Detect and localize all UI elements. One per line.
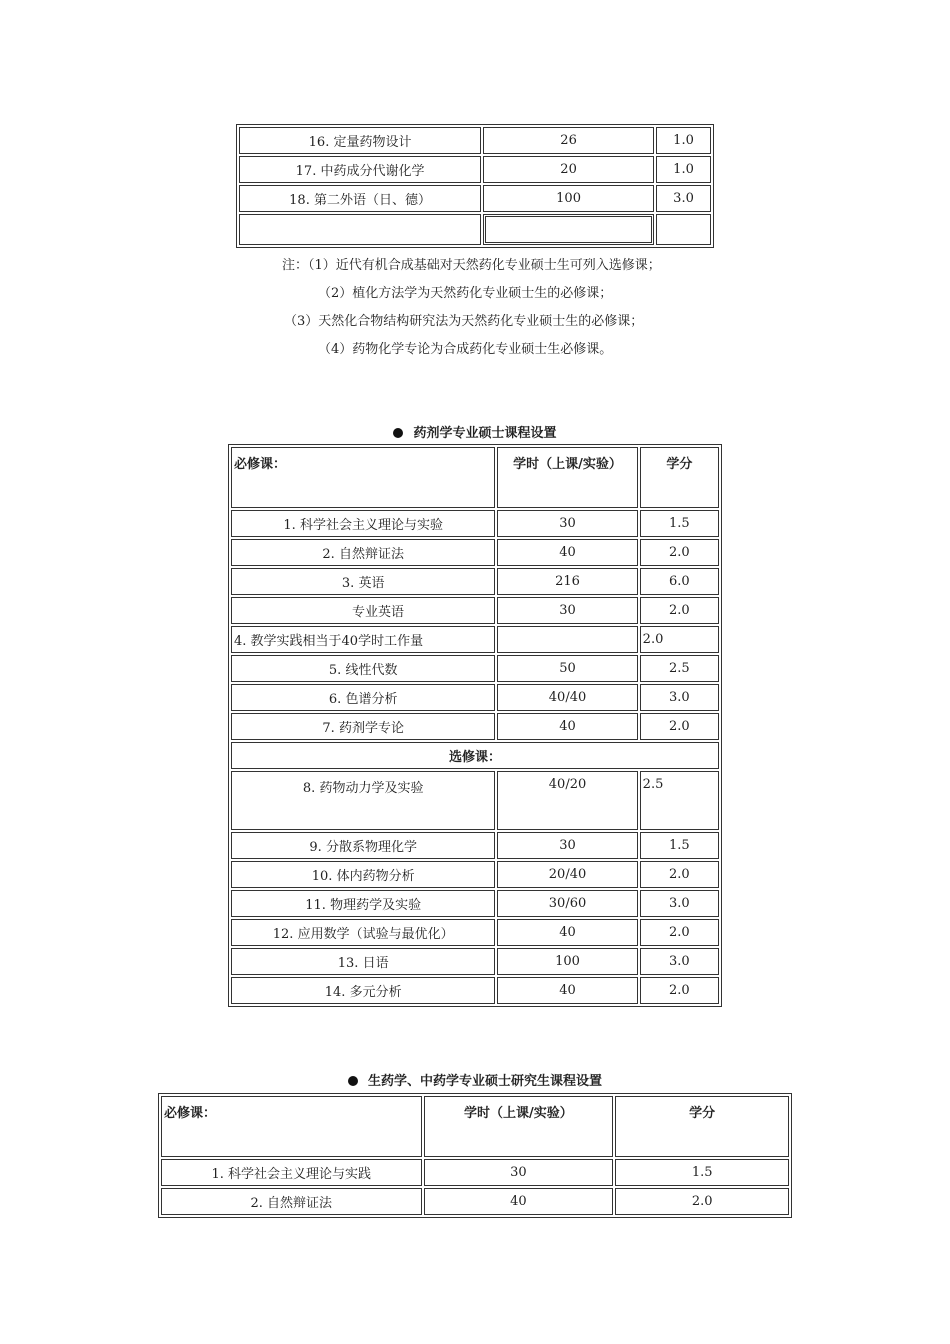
- course-credit: 2.0: [640, 539, 719, 566]
- elective-label-row: [231, 742, 719, 769]
- course-credit: 1.0: [656, 127, 711, 154]
- course-hours: 30: [497, 832, 637, 859]
- course-credit: 2.5: [640, 771, 719, 830]
- section-title-pharmacognosy: [0, 1070, 950, 1089]
- course-credit: 3.0: [640, 684, 719, 711]
- course-name: 专业英语: [231, 597, 495, 624]
- table-row: [231, 771, 719, 830]
- course-name: 16. 定量药物设计: [239, 127, 481, 154]
- table-row: [231, 832, 719, 859]
- table-row: [231, 539, 719, 566]
- table-row: [231, 948, 719, 975]
- course-name: 8. 药物动力学及实验: [231, 771, 495, 830]
- course-credit: 2.0: [640, 597, 719, 624]
- course-name: 13. 日语: [231, 948, 495, 975]
- course-credit: [656, 214, 711, 245]
- course-name: 11. 物理药学及实验: [231, 890, 495, 917]
- course-hours: 30: [424, 1159, 614, 1186]
- header-hours: 学时（上课/实验）: [424, 1096, 614, 1157]
- note-line-3: （3）天然化合物结构研究法为天然药化专业硕士生的必修课；: [284, 314, 644, 329]
- course-credit: 3.0: [640, 948, 719, 975]
- table-header-row: [231, 447, 719, 508]
- bullet-icon: [348, 1076, 358, 1086]
- course-name: 5. 线性代数: [231, 655, 495, 682]
- course-hours: 26: [483, 127, 654, 154]
- course-hours: 30: [497, 597, 637, 624]
- course-name: 4. 教学实践相当于40学时工作量: [231, 626, 495, 653]
- table-row: [231, 568, 719, 595]
- course-credit: 2.0: [640, 626, 719, 653]
- table-row-empty: [239, 214, 711, 245]
- table-row: [239, 185, 711, 212]
- course-name: 9. 分散系物理化学: [231, 832, 495, 859]
- note-line-1: 注：（1）近代有机合成基础对天然药化专业硕士生可列入选修课；: [282, 258, 661, 273]
- course-hours: [483, 214, 654, 245]
- course-hours: 30: [497, 510, 637, 537]
- table-row: [231, 684, 719, 711]
- course-credit: 2.0: [640, 977, 719, 1004]
- header-hours: 学时（上课/实验）: [497, 447, 637, 508]
- course-credit: 1.0: [656, 156, 711, 183]
- course-name: [239, 214, 481, 245]
- course-hours: 20: [483, 156, 654, 183]
- course-hours: 40/40: [497, 684, 637, 711]
- course-credit: 2.0: [640, 713, 719, 740]
- course-hours: 40: [424, 1188, 614, 1215]
- header-required: 必修课：: [161, 1096, 422, 1157]
- course-hours: 30/60: [497, 890, 637, 917]
- course-credit: 6.0: [640, 568, 719, 595]
- course-name: 12. 应用数学（试验与最优化）: [231, 919, 495, 946]
- section-title-text: 药剂学专业硕士课程设置: [413, 426, 557, 441]
- section-title-text: 生药学、中药学专业硕士研究生课程设置: [367, 1074, 602, 1089]
- table-row: [239, 156, 711, 183]
- section-title-pharmaceutics: [0, 422, 950, 441]
- course-name: 1. 科学社会主义理论与实验: [231, 510, 495, 537]
- note-line-4: （4）药物化学专论为合成药化专业硕士生必修课。: [318, 342, 613, 357]
- header-credit: 学分: [640, 447, 719, 508]
- pharmaceutics-course-table: [228, 444, 722, 1007]
- course-name: 7. 药剂学专论: [231, 713, 495, 740]
- table-row: [231, 919, 719, 946]
- course-hours: 100: [483, 185, 654, 212]
- course-credit: 2.5: [640, 655, 719, 682]
- bullet-icon: [393, 428, 403, 438]
- table-row: [231, 655, 719, 682]
- table-row: [239, 127, 711, 154]
- course-credit: 1.5: [640, 832, 719, 859]
- course-credit: 1.5: [615, 1159, 789, 1186]
- course-credit: 3.0: [640, 890, 719, 917]
- table-row: [231, 597, 719, 624]
- course-hours: 40: [497, 977, 637, 1004]
- pharmacognosy-course-table: [158, 1093, 792, 1218]
- header-credit: 学分: [615, 1096, 789, 1157]
- table-row: [161, 1188, 789, 1215]
- course-hours: 100: [497, 948, 637, 975]
- table-row: [161, 1159, 789, 1186]
- course-name: 2. 自然辩证法: [231, 539, 495, 566]
- course-hours: 40/20: [497, 771, 637, 830]
- course-credit: 2.0: [640, 861, 719, 888]
- table-row: [231, 626, 719, 653]
- course-table-continued: [236, 124, 714, 248]
- course-hours: 40: [497, 713, 637, 740]
- course-name: 10. 体内药物分析: [231, 861, 495, 888]
- course-name: 14. 多元分析: [231, 977, 495, 1004]
- course-hours: 40: [497, 919, 637, 946]
- table-row: [231, 713, 719, 740]
- course-hours: [497, 626, 637, 653]
- elective-label: 选修课：: [231, 742, 719, 769]
- table-row: [231, 861, 719, 888]
- course-name: 2. 自然辩证法: [161, 1188, 422, 1215]
- table-row: [231, 510, 719, 537]
- course-credit: 1.5: [640, 510, 719, 537]
- course-hours: 20/40: [497, 861, 637, 888]
- header-required: 必修课：: [231, 447, 495, 508]
- course-hours: 50: [497, 655, 637, 682]
- course-hours: 216: [497, 568, 637, 595]
- course-name: 18. 第二外语（日、德）: [239, 185, 481, 212]
- course-credit: 2.0: [640, 919, 719, 946]
- course-credit: 3.0: [656, 185, 711, 212]
- course-name: 3. 英语: [231, 568, 495, 595]
- course-credit: 2.0: [615, 1188, 789, 1215]
- course-hours: 40: [497, 539, 637, 566]
- table-row: [231, 890, 719, 917]
- table-header-row: [161, 1096, 789, 1157]
- table-row: [231, 977, 719, 1004]
- note-line-2: （2）植化方法学为天然药化专业硕士生的必修课；: [318, 286, 613, 301]
- course-name: 1. 科学社会主义理论与实践: [161, 1159, 422, 1186]
- course-name: 17. 中药成分代谢化学: [239, 156, 481, 183]
- course-name: 6. 色谱分析: [231, 684, 495, 711]
